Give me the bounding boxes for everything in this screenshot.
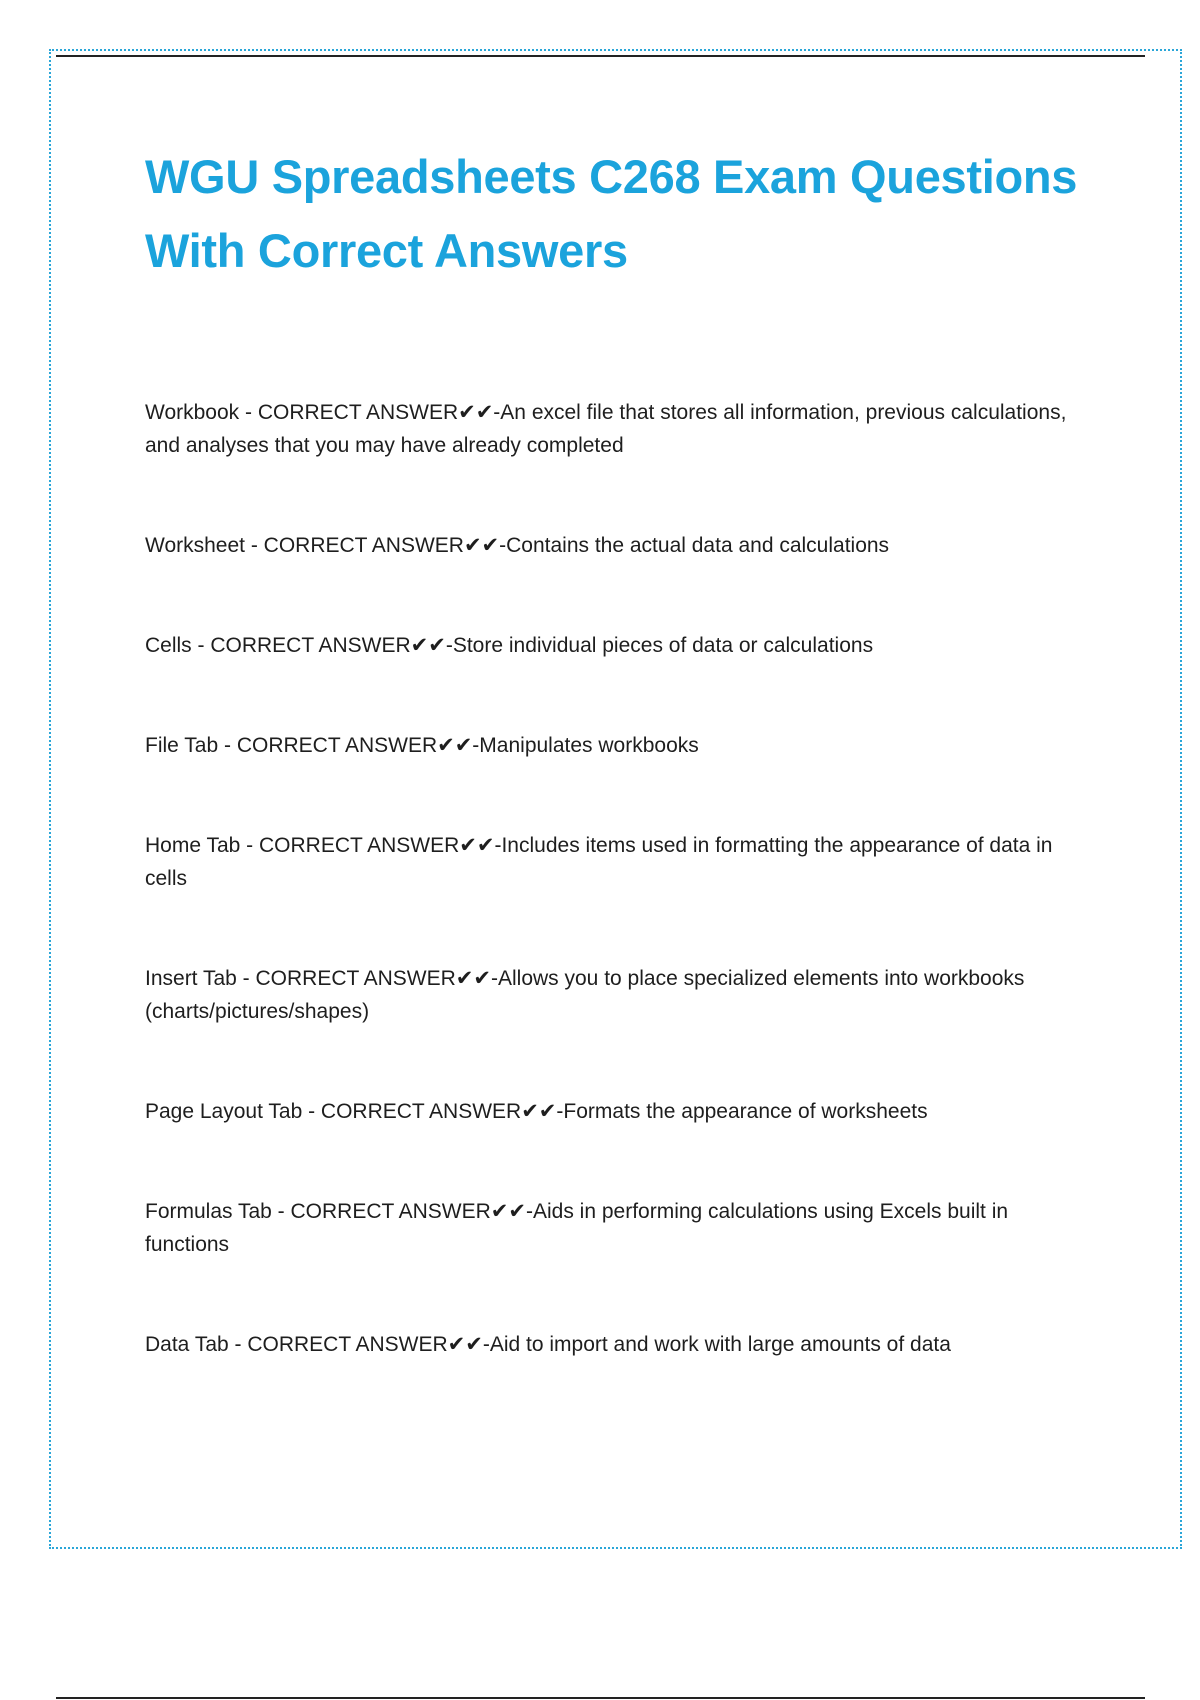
title-line-2: With Correct Answers xyxy=(145,224,628,277)
qa-item-worksheet: Worksheet - CORRECT ANSWER✔✔-Contains the actual data and calculations xyxy=(145,534,890,557)
question-answer-list xyxy=(145,396,1090,1361)
qa-item-data-tab: Data Tab - CORRECT ANSWER✔✔-Aid to import and work with large amounts of data xyxy=(145,1333,951,1356)
qa-item-cells: Cells - CORRECT ANSWER✔✔-Store individual pieces of data or calculations xyxy=(145,634,874,657)
qa-item-file-tab: File Tab - CORRECT ANSWER✔✔-Manipulates workbooks xyxy=(145,734,699,757)
qa-item-home-tab: Home Tab - CORRECT ANSWER✔✔-Includes items used in formatting the appearance of data in cells xyxy=(145,834,1053,890)
top-divider xyxy=(56,55,1145,57)
qa-item-formulas-tab: Formulas Tab - CORRECT ANSWER✔✔-Aids in performing calculations using Excels built in functions xyxy=(145,1200,1009,1256)
qa-item-workbook: Workbook - CORRECT ANSWER✔✔-An excel file that stores all information, previous calculations, and analyses that you may have already completed xyxy=(145,401,1067,457)
qa-item-page-layout-tab: Page Layout Tab - CORRECT ANSWER✔✔-Formats the appearance of worksheets xyxy=(145,1100,928,1123)
qa-item-insert-tab: Insert Tab - CORRECT ANSWER✔✔-Allows you to place specialized elements into workbooks (charts/pictures/shapes) xyxy=(145,967,1025,1023)
bottom-divider xyxy=(56,1697,1145,1699)
title-line-1: WGU Spreadsheets C268 Exam Questions xyxy=(145,150,1078,203)
document-title xyxy=(145,140,1105,288)
